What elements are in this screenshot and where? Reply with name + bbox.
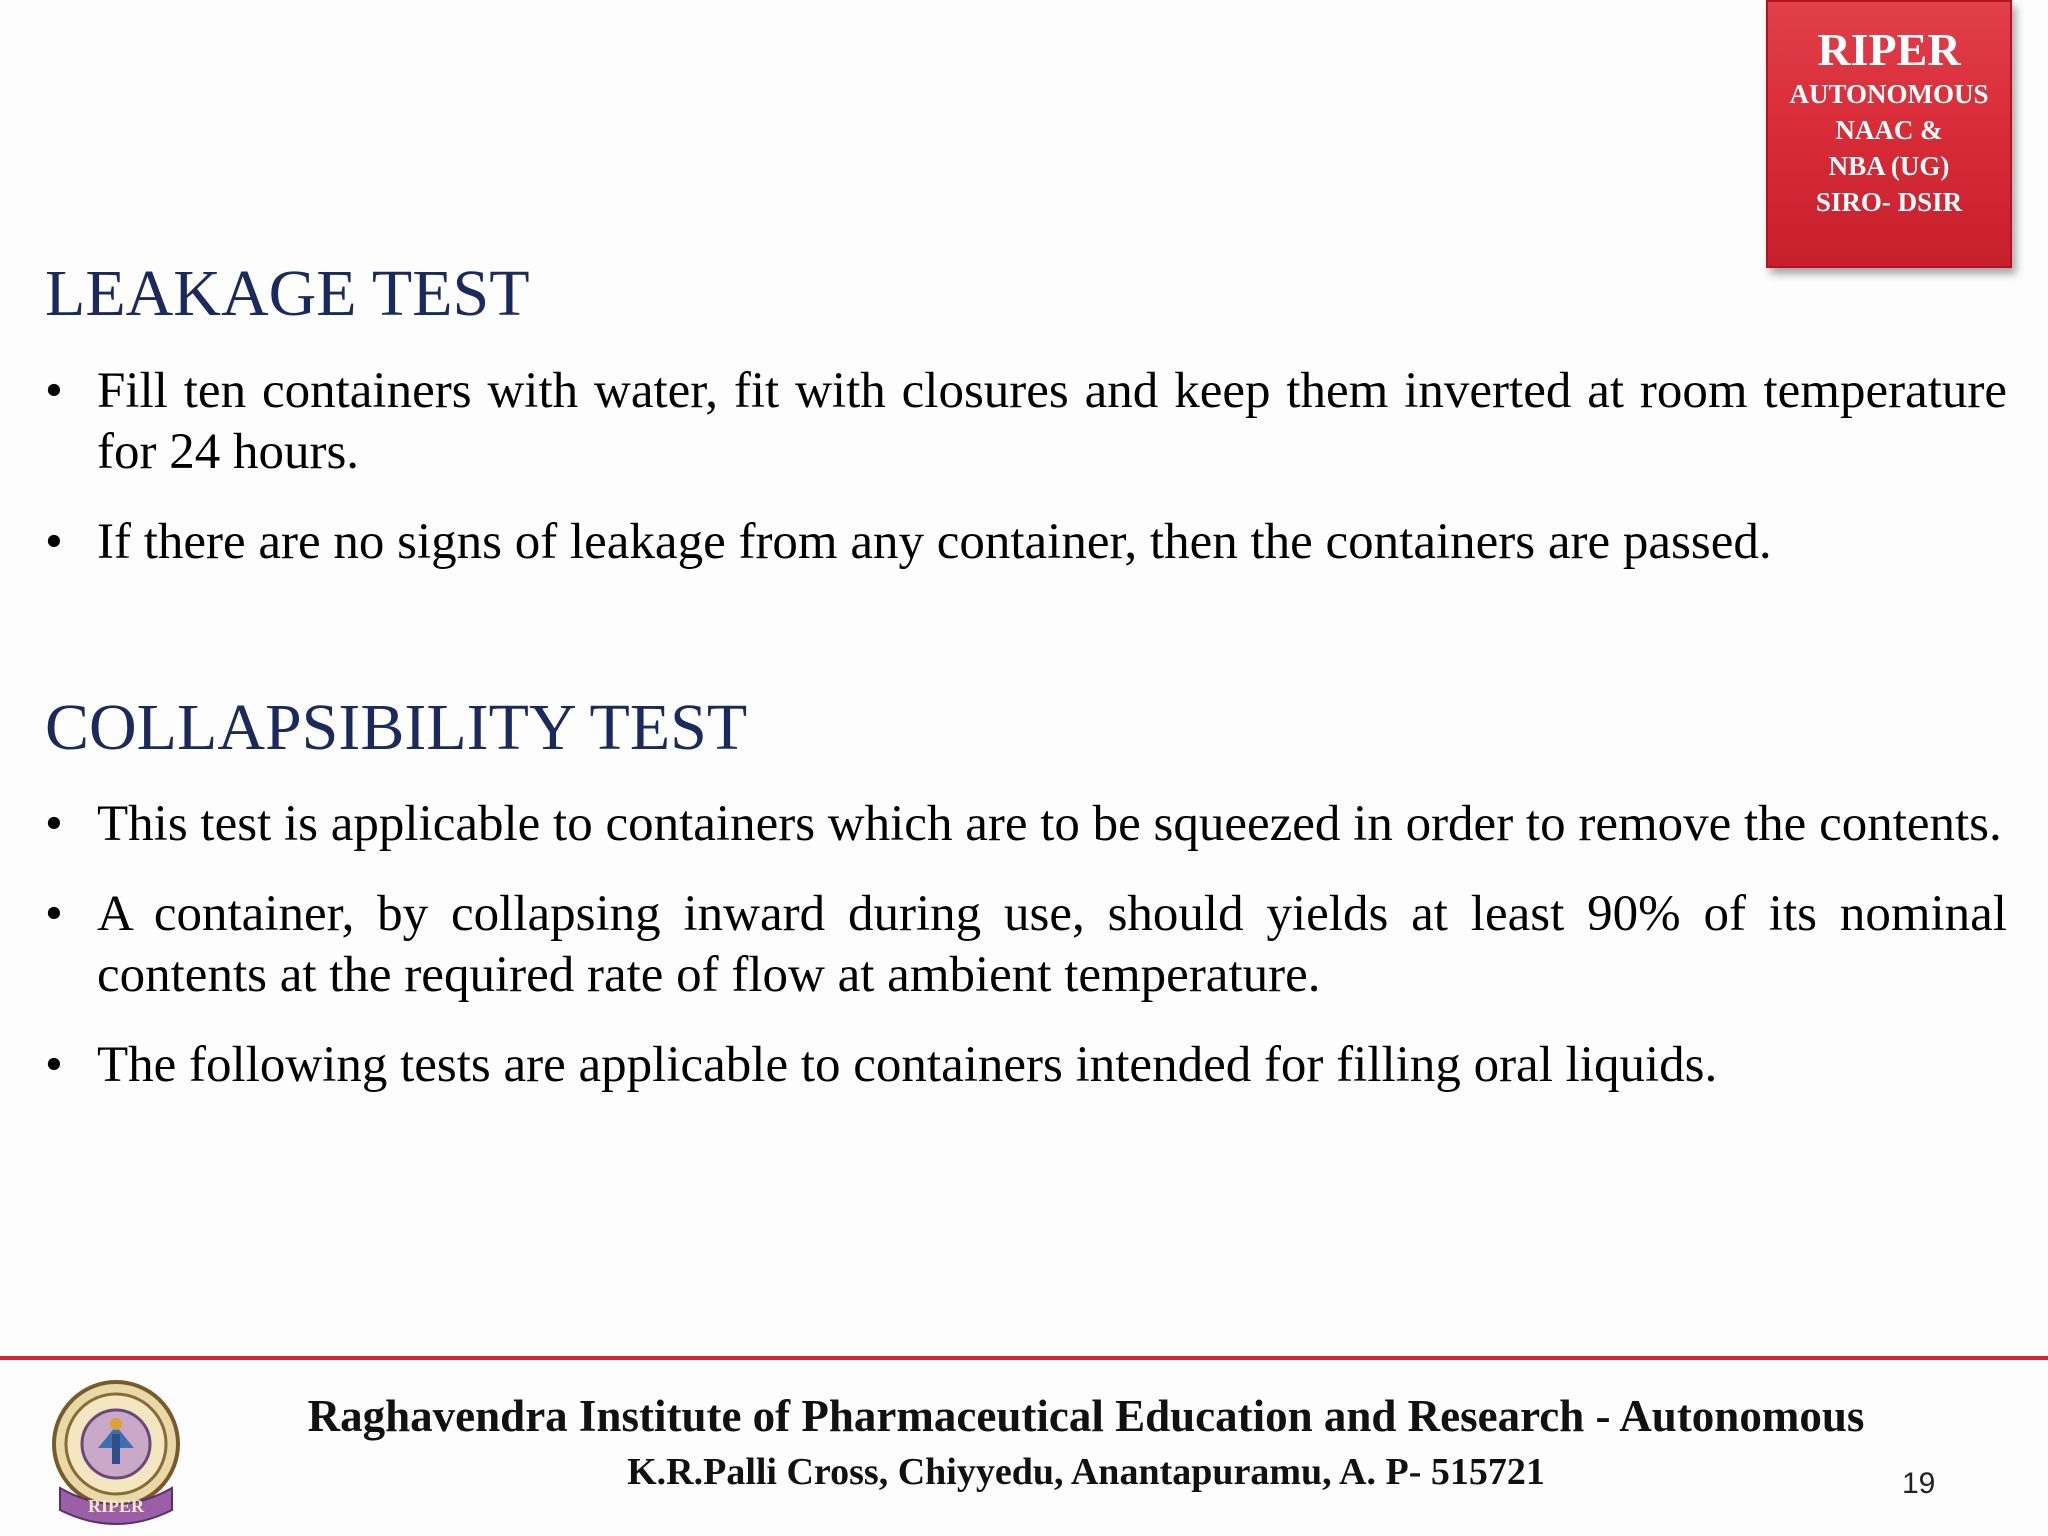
bullet-icon: • xyxy=(45,514,63,570)
bullet-icon: • xyxy=(45,1037,63,1093)
bullet-text: Fill ten containers with water, fit with closures and keep them inverted at room temperature for 24 hours. xyxy=(97,363,2007,480)
bullet-list-leakage xyxy=(45,361,2007,602)
list-item xyxy=(45,794,2007,855)
badge-title: RIPER xyxy=(1817,24,1961,75)
institution-address: K.R.Palli Cross, Chiyyedu, Anantapuramu, A. P- 515721 xyxy=(627,1451,1545,1493)
institution-logo-icon xyxy=(38,1370,194,1526)
section-heading-leakage: LEAKAGE TEST xyxy=(45,257,530,330)
badge-line-nba: NBA (UG) xyxy=(1828,151,1950,181)
accreditation-badge xyxy=(1766,0,2012,268)
bullet-text: A container, by collapsing inward during use, should yields at least 90% of its nominal contents at the required rate of flow at ambient temperature. xyxy=(97,886,2007,1003)
bullet-text: If there are no signs of leakage from any container, then the containers are passed. xyxy=(97,514,1772,570)
badge-line-naac: NAAC & xyxy=(1835,115,1943,145)
list-item xyxy=(45,512,2007,573)
bullet-list-collapsibility xyxy=(45,794,2007,1125)
list-item xyxy=(45,1035,2007,1096)
badge-line-autonomous: AUTONOMOUS xyxy=(1789,79,1989,109)
list-item xyxy=(45,361,2007,483)
bullet-text: The following tests are applicable to containers intended for filling oral liquids. xyxy=(97,1037,1718,1093)
section-heading-collapsibility: COLLAPSIBILITY TEST xyxy=(45,691,748,764)
bullet-icon: • xyxy=(45,363,63,419)
badge-line-siro: SIRO- DSIR xyxy=(1815,187,1963,217)
bullet-text: This test is applicable to containers which are to be squeezed in order to remove the contents. xyxy=(97,796,2002,852)
institution-name: Raghavendra Institute of Pharmaceutical Education and Research - Autonomous xyxy=(307,1391,1865,1441)
bullet-icon: • xyxy=(45,886,63,942)
svg-text:RIPER: RIPER xyxy=(87,1496,145,1516)
page-number: 19 xyxy=(1902,1467,1936,1500)
footer-divider xyxy=(0,1356,2048,1360)
list-item xyxy=(45,884,2007,1006)
bullet-icon: • xyxy=(45,796,63,852)
